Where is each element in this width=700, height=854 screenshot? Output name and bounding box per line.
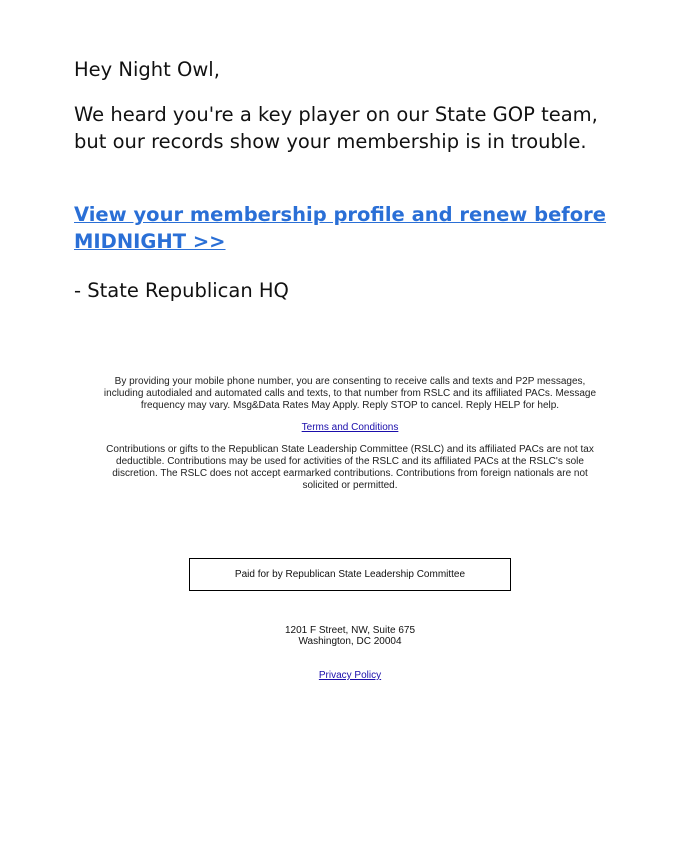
greeting: Hey Night Owl, <box>74 58 220 81</box>
footer-legal <box>100 376 600 492</box>
address-line-1: 1201 F Street, NW, Suite 675 <box>284 625 416 636</box>
sms-consent-text: By providing your mobile phone number, you are consenting to receive calls and texts and P2P messages, including autodialed and automated calls and texts, to that number from RSLC and its affiliated PACs. Message frequency may vary. Msg&Data Rates May Apply. Reply STOP to cancel. Reply HELP for help. <box>103 376 597 411</box>
terms-link[interactable]: Terms and Conditions <box>301 422 399 433</box>
renew-membership-link[interactable]: View your membership profile and renew before MIDNIGHT >> <box>74 203 607 253</box>
email-body <box>74 56 634 304</box>
privacy-policy-link[interactable]: Privacy Policy <box>318 670 382 681</box>
contributions-disclaimer: Contributions or gifts to the Republican State Leadership Committee (RSLC) and its affiliated PACs are not tax deductible. Contributions may be used for activities of the RSLC and its affiliated PACs at the RSLC's sole discretion. The RSLC does not accept earmarked contributions. Contributions from foreign nationals are not solicited or permitted. <box>106 444 594 491</box>
mailing-address <box>200 625 500 647</box>
signature: - State Republican HQ <box>74 279 289 302</box>
paid-for-box: Paid for by Republican State Leadership Committee <box>189 558 511 591</box>
address-line-2: Washington, DC 20004 <box>298 636 402 647</box>
intro-paragraph: We heard you're a key player on our State GOP team, but our records show your membership is in trouble. <box>74 103 598 153</box>
privacy-container <box>250 670 450 682</box>
